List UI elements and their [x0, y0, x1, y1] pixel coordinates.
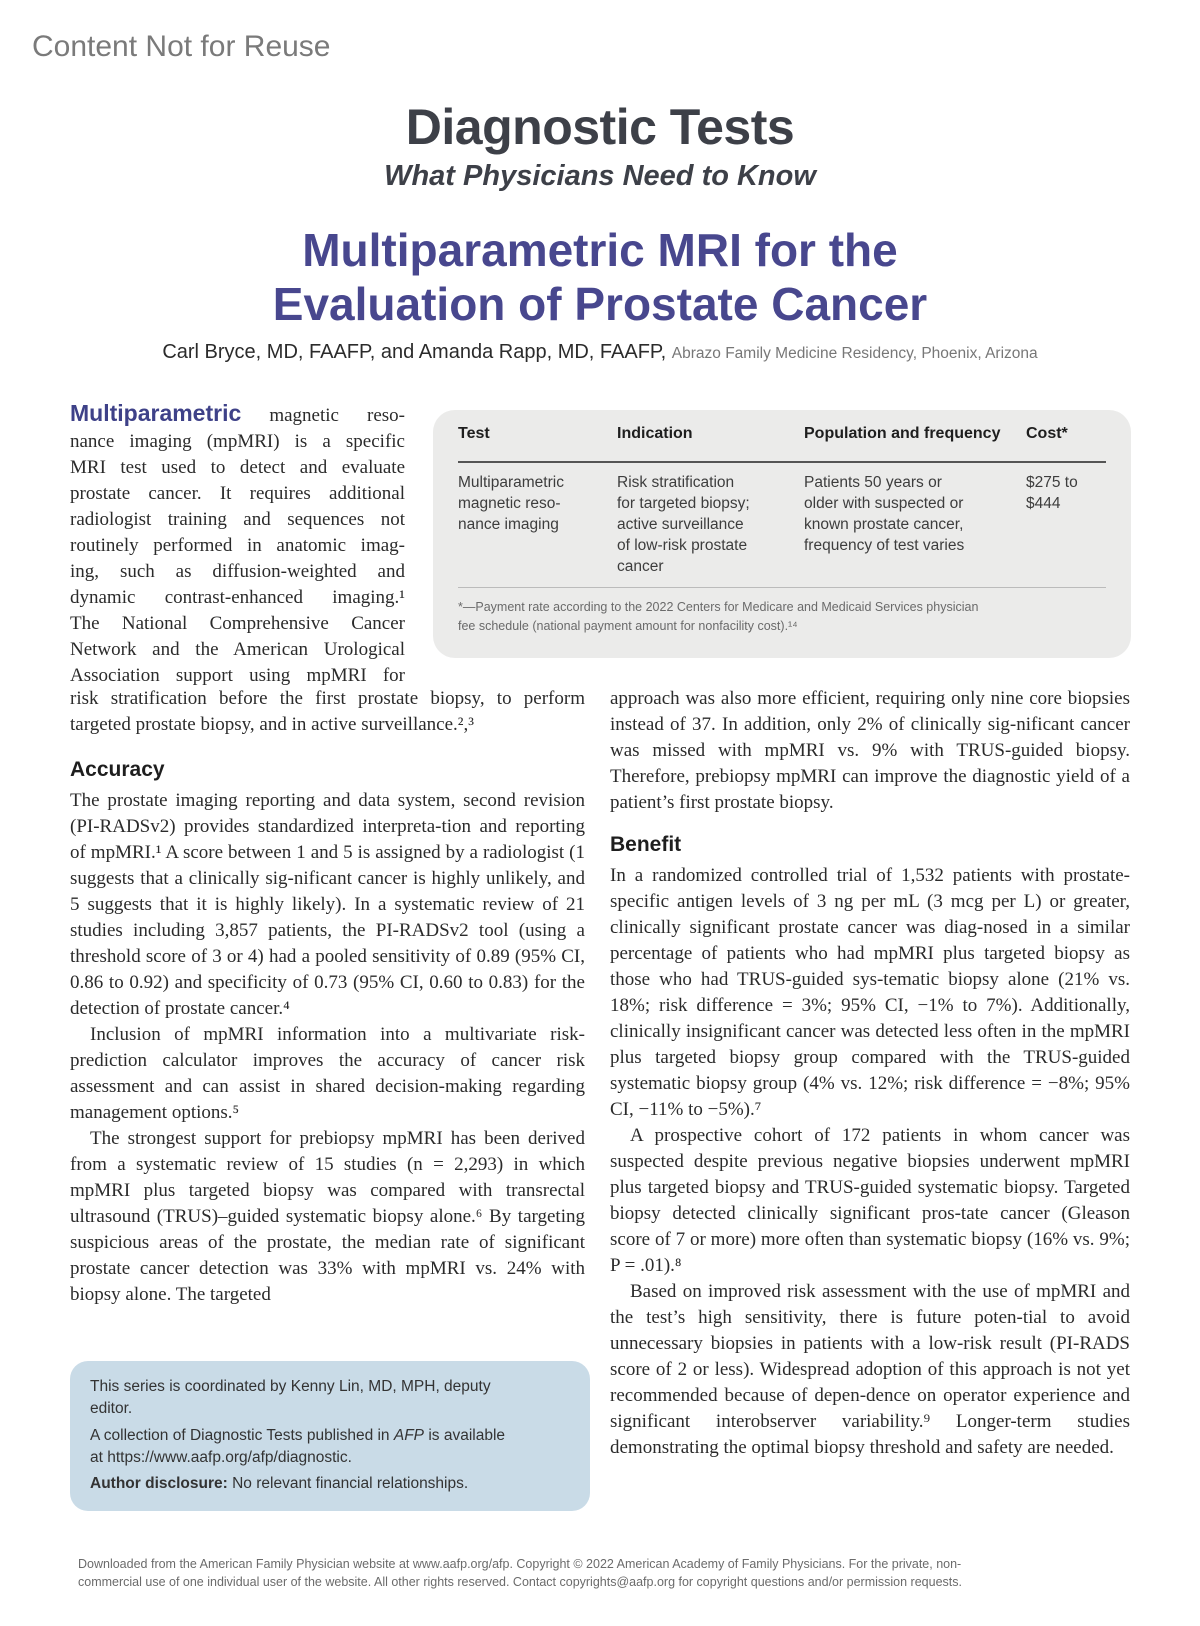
title-line-1: Multiparametric MRI for the	[302, 224, 898, 276]
info-text: A collection of Diagnostic Tests published in	[90, 1427, 394, 1444]
table-bottom-rule	[458, 587, 1106, 588]
info-link[interactable]: at https://www.aafp.org/afp/diagnostic.	[90, 1449, 352, 1466]
footnote-line: fee schedule (national payment amount for nonfacility cost).¹⁴	[458, 619, 798, 633]
table-cell-line: older with suspected or	[804, 495, 964, 512]
title-line-2: Evaluation of Prostate Cancer	[272, 278, 928, 330]
table-cell-line: Risk stratification	[617, 474, 735, 491]
accuracy-paragraph-3: The strongest support for prebiopsy mpMRI has been derived from a systematic review of 15 studies (n = 2,293) in which mpMRI plus targeted biopsy was compared with transrectal ultrasound (TRUS)–guided systematic biopsy alone.⁶ By targeting suspicious areas of the prostate, the median rate of significant prostate cancer detection was 33% with mpMRI vs. 24% with biopsy alone. The targeted	[70, 1128, 585, 1305]
table-cell-line: of low-risk prostate	[617, 537, 748, 554]
disclosure-text: No relevant financial relationships.	[227, 1475, 469, 1492]
disclosure-label: Author disclosure:	[90, 1475, 228, 1492]
footer-line: Downloaded from the American Family Physician website at www.aafp.org/afp. Copyright © 2022 American Academy of Family Physicians. For the private, non-	[78, 1557, 962, 1571]
continuation-paragraph: approach was also more efficient, requiring only nine core biopsies instead of 37. In addition, only 2% of clinically sig-nificant cancer was missed with mpMRI vs. 9% with TRUS-guided biopsy. Therefore, prebiopsy mpMRI can improve the diagnostic yield of a patient’s first prostate biopsy.	[610, 688, 1130, 813]
accuracy-heading: Accuracy	[70, 758, 165, 781]
intro-line: Association support using mpMRI for	[70, 665, 405, 686]
footer-line: commercial use of one individual user of the website. All other rights reserved. Contact copyrights@aafp.org for copyright questions and/or permission requests.	[78, 1575, 962, 1589]
intro-line: radiologist training and sequences not	[70, 509, 405, 530]
intro-narrow	[70, 400, 405, 689]
lead-word: Multiparametric	[70, 400, 242, 426]
intro-lines	[70, 429, 405, 689]
table-cell-line: nance imaging	[458, 516, 559, 533]
table-cell-cost	[1026, 472, 1078, 514]
intro-line: Network and the American Urological	[70, 639, 405, 660]
table-cell-line: $444	[1026, 495, 1061, 512]
left-column	[70, 758, 585, 1308]
intro-line: ing, such as diffusion-weighted and	[70, 561, 405, 582]
table-cell-line: active surveillance	[617, 516, 744, 533]
table-cell-line: magnetic reso-	[458, 495, 561, 512]
table-cell-population	[804, 472, 964, 556]
benefit-paragraph-3: Based on improved risk assessment with the use of mpMRI and the test’s high sensitivity, there is future poten-tial to avoid unnecessary biopsies in patients with a low-risk result (PI-RADS score of 2 or less). Widespread adoption of this approach is not yet recommended because of depen-dence on operator experience and significant interobserver variability.⁹ Longer-term studies demonstrating the optimal biopsy threshold and safety are needed.	[610, 1281, 1130, 1458]
intro-line: magnetic reso-	[269, 405, 405, 426]
series-title: Diagnostic Tests	[405, 99, 795, 155]
intro-wide	[70, 686, 585, 738]
accuracy-paragraph-2: Inclusion of mpMRI information into a multivariate risk-prediction calculator improves the accuracy of cancer risk assessment and can assist in shared decision-making regarding management options.⁵	[70, 1024, 585, 1123]
table-header-cost: Cost*	[1026, 425, 1068, 442]
info-disclosure	[90, 1473, 570, 1495]
info-text: This series is coordinated by Kenny Lin, MD, MPH, deputy	[90, 1378, 491, 1395]
info-coordinator	[90, 1376, 570, 1420]
right-column	[610, 686, 1130, 1461]
info-collection	[90, 1425, 570, 1469]
affiliation: Abrazo Family Medicine Residency, Phoenix, Arizona	[671, 345, 1038, 362]
intro-line: nance imaging (mpMRI) is a specific	[70, 431, 405, 452]
intro-line: dynamic contrast-enhanced imaging.¹	[70, 587, 405, 608]
intro-first-line	[70, 400, 405, 429]
test-table	[458, 425, 1108, 595]
series-subtitle: What Physicians Need to Know	[384, 160, 816, 192]
journal-name: AFP	[393, 1427, 425, 1444]
authors: Carl Bryce, MD, FAAFP, and Amanda Rapp, MD, FAAFP,	[162, 341, 667, 363]
info-text: is available	[424, 1427, 506, 1444]
watermark: Content Not for Reuse	[32, 30, 331, 63]
table-cell-line: cancer	[617, 558, 664, 575]
intro-line: risk stratification before the first prostate biopsy, to perform	[70, 688, 585, 709]
table-cell-line: Multiparametric	[458, 474, 564, 491]
table-cell-test	[458, 472, 564, 535]
intro-line: routinely performed in anatomic imag-	[70, 535, 405, 556]
series-info-box	[70, 1361, 590, 1511]
table-cell-line: frequency of test varies	[804, 537, 965, 554]
intro-wide-lines	[70, 686, 585, 738]
footnote-line: *—Payment rate according to the 2022 Centers for Medicare and Medicaid Services physician	[458, 600, 979, 614]
table-cell-line: $275 to	[1026, 474, 1078, 491]
table-header-population: Population and frequency	[804, 425, 1001, 442]
table-header-test: Test	[458, 425, 490, 442]
article-title	[0, 223, 1200, 331]
table-rule	[458, 461, 1106, 463]
benefit-paragraph-2: A prospective cohort of 172 patients in whom cancer was suspected despite previous negative biopsies underwent mpMRI plus targeted biopsy and TRUS-guided systematic biopsy. Targeted biopsy detected clinically significant pros-tate cancer (Gleason score of 7 or more) more often than systematic biopsy (16% vs. 9%; P = .01).⁸	[610, 1125, 1130, 1276]
intro-line: prostate cancer. It requires additional	[70, 483, 405, 504]
benefit-paragraph-1: In a randomized controlled trial of 1,532 patients with prostate-specific antigen levels of 3 ng per mL (3 mcg per L) or greater, clinically significant prostate cancer was diag-nosed in a similar percentage of patients who had mpMRI plus targeted biopsy as those who had TRUS-guided sys-tematic biopsy alone (21% vs. 18%; risk difference = 3%; 95% CI, −1% to 7%). Additionally, clinically insignificant cancer was detected less often in the mpMRI plus targeted biopsy group compared with the TRUS-guided systematic biopsy group (4% vs. 12%; risk difference = −8%; 95% CI, −11% to −5%).⁷	[610, 865, 1130, 1120]
table-cell-line: known prostate cancer,	[804, 516, 964, 533]
table-cell-line: Patients 50 years or	[804, 474, 942, 491]
benefit-heading: Benefit	[610, 833, 682, 856]
table-cell-line: for targeted biopsy;	[617, 495, 750, 512]
info-text: editor.	[90, 1400, 133, 1417]
intro-line: MRI test used to detect and evaluate	[70, 457, 405, 478]
table-header-indication: Indication	[617, 425, 693, 442]
intro-line: The National Comprehensive Cancer	[70, 613, 405, 634]
authors-line	[0, 341, 1200, 364]
table-footnote	[458, 598, 1108, 636]
table-cell-indication	[617, 472, 750, 577]
copyright-footer	[78, 1555, 1128, 1591]
accuracy-paragraph-1: The prostate imaging reporting and data system, second revision (PI-RADSv2) provides standardized interpreta-tion and reporting of mpMRI.¹ A score between 1 and 5 is assigned by a radiologist (1 suggests that a clinically sig-nificant cancer is highly unlikely, and 5 suggests that it is highly likely). In a systematic review of 21 studies including 3,857 patients, the PI-RADSv2 tool (using a threshold score of 3 or 4) had a pooled sensitivity of 0.89 (95% CI, 0.86 to 0.92) and specificity of 0.73 (95% CI, 0.60 to 0.83) for the detection of prostate cancer.⁴	[70, 790, 585, 1019]
intro-line: targeted prostate biopsy, and in active surveillance.²,³	[70, 714, 474, 735]
